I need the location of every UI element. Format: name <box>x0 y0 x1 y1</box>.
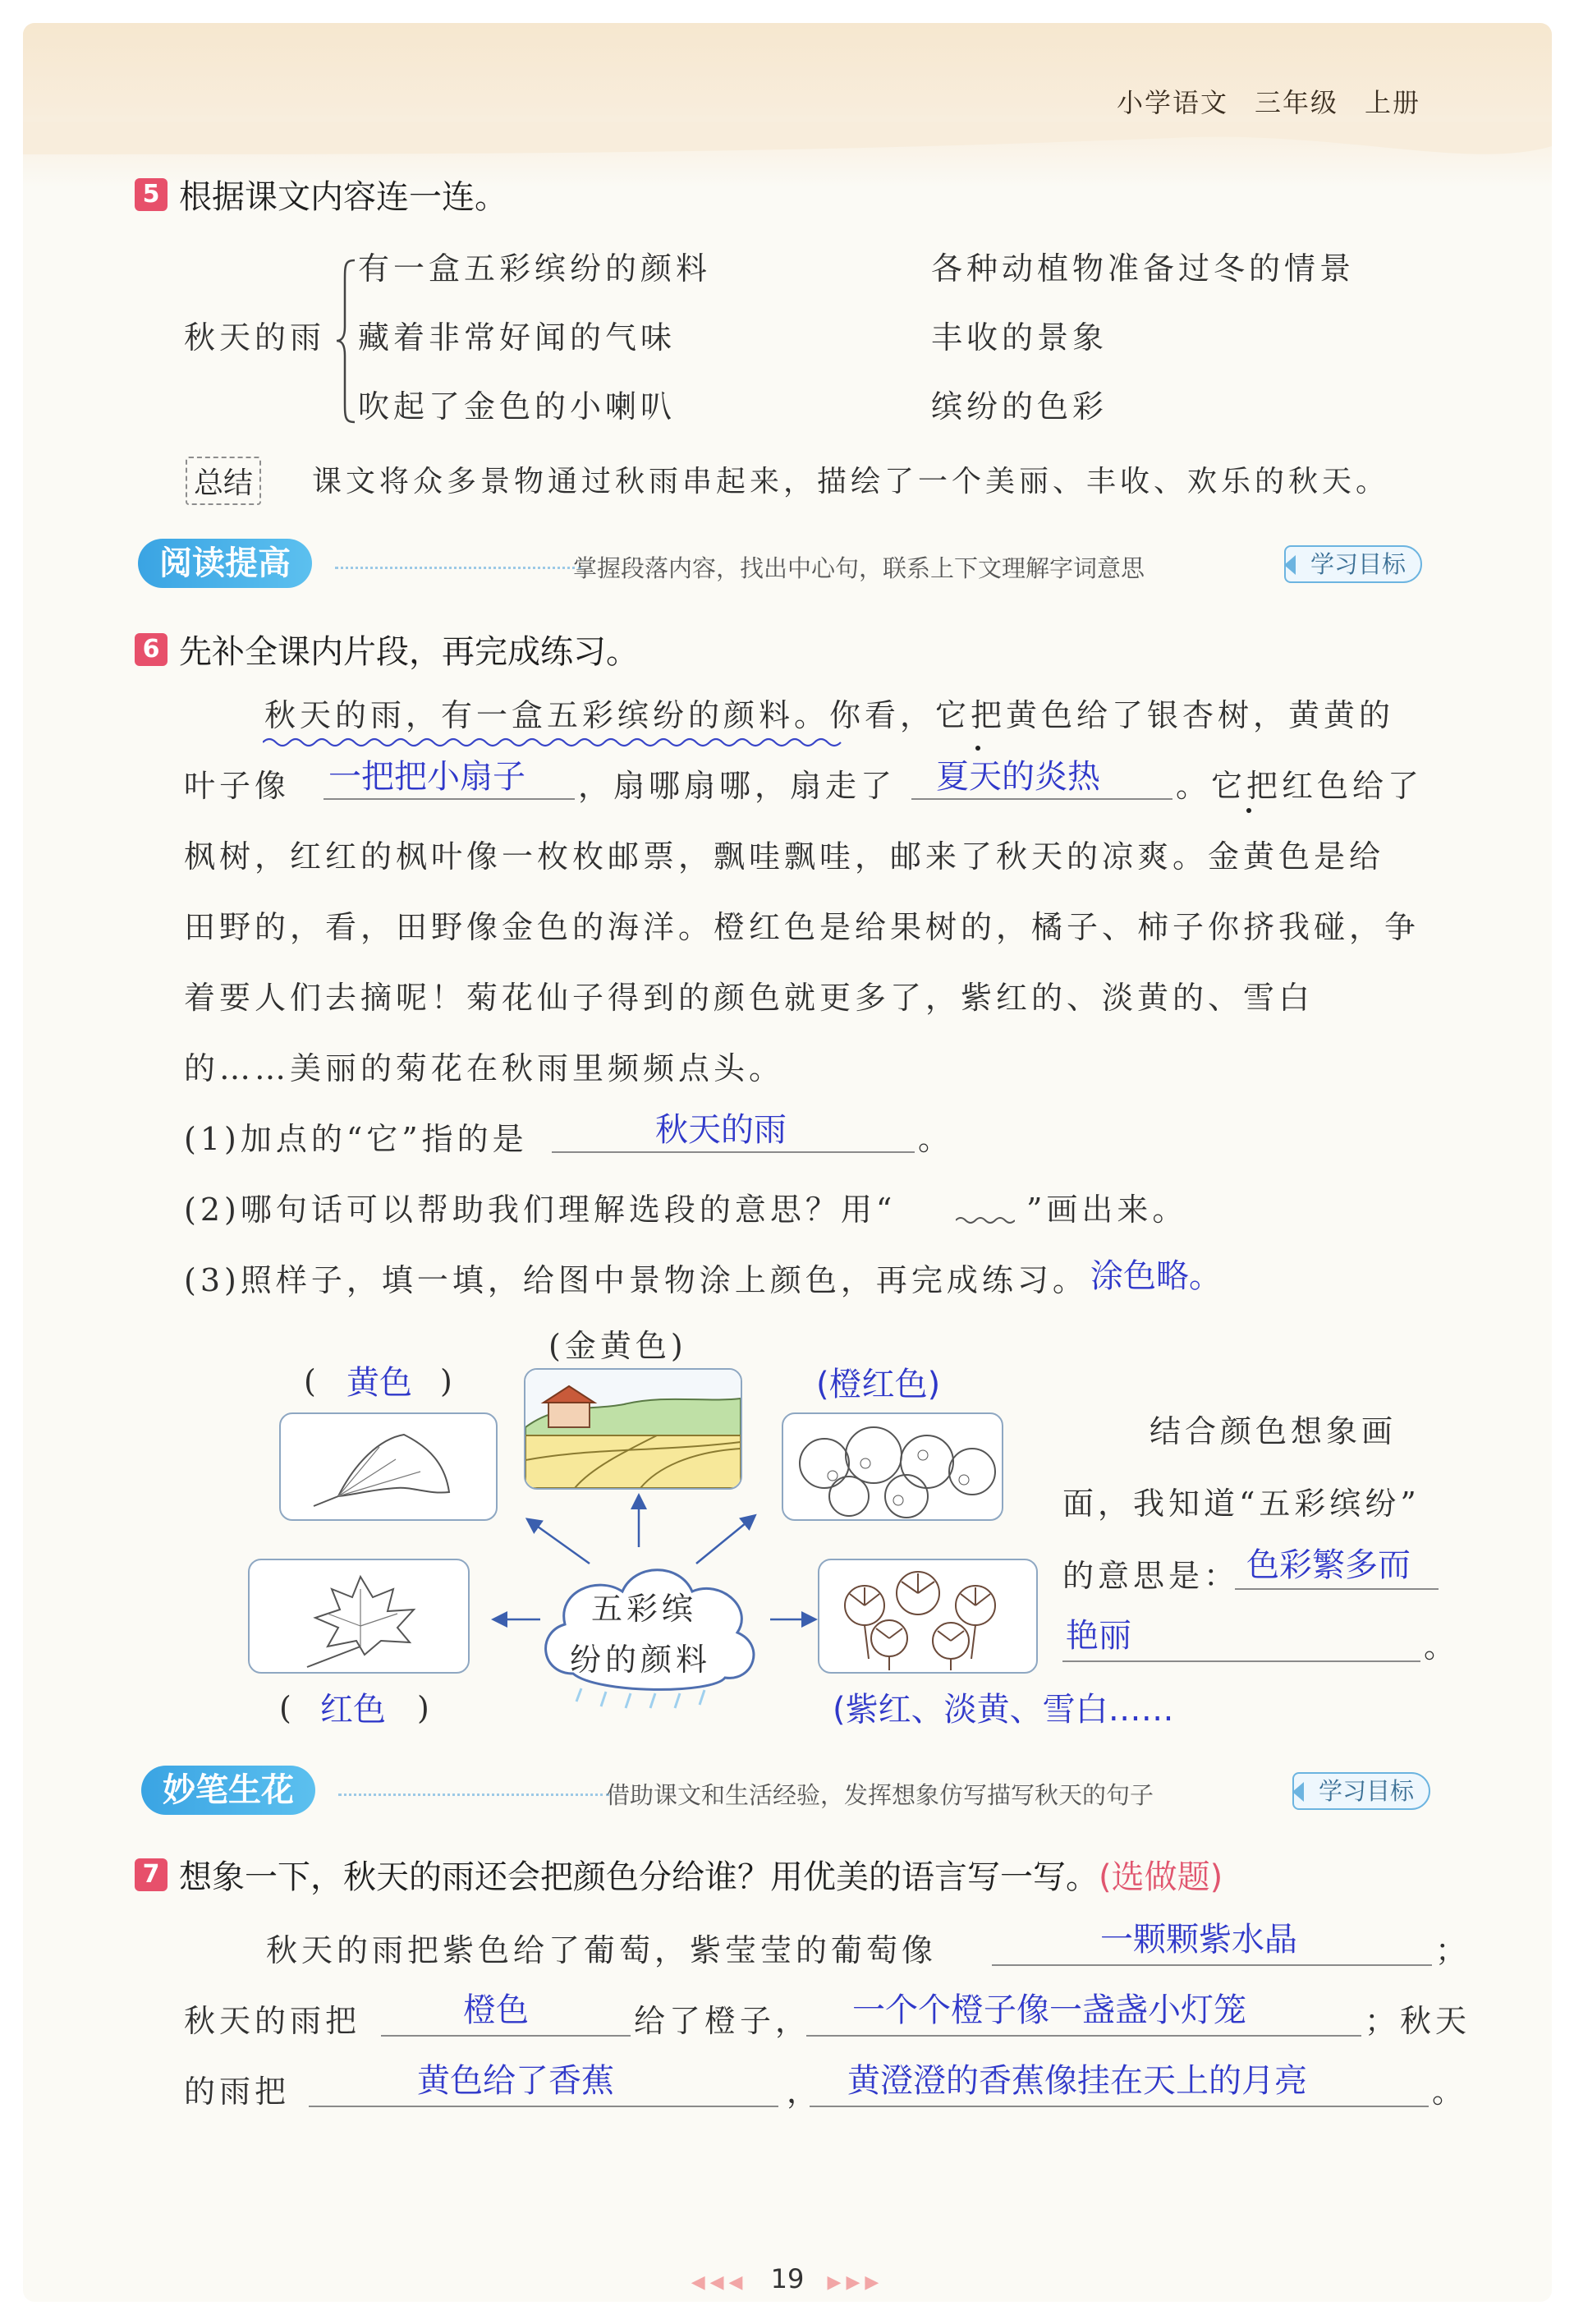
q6-sub1-question: (1)加点的“它”指的是 <box>184 1121 528 1157</box>
q6-side-end: 。 <box>1424 1628 1460 1665</box>
diagram-top-right-answer[interactable]: (橙红色) <box>816 1366 941 1403</box>
section-reading-goal: 掌握段落内容，找出中心句，联系上下文理解字词意思 <box>573 554 1145 582</box>
ginkgo-leaf-picture <box>279 1412 498 1521</box>
q6-side-answer-2[interactable]: 艳丽 <box>1066 1617 1131 1655</box>
q6-side-answer-1[interactable]: 色彩繁多而 <box>1246 1546 1411 1584</box>
diagram-bottom-left-answer[interactable]: 红色 <box>320 1691 386 1729</box>
q6-line6: 的……美丽的菊花在秋雨里频频点头。 <box>184 1050 785 1086</box>
q7-line2-c: ；秋天 <box>1365 2003 1471 2039</box>
wavy-line-sample <box>956 1215 1015 1225</box>
q5-right-2: 丰收的景象 <box>931 319 1108 356</box>
q6-line1-rest: 你看，它把黄色给了银杏树，黄黄的 <box>829 697 1395 733</box>
header-grade: 三年级 <box>1254 87 1338 118</box>
footer-right-arrows: ▶▶▶ <box>827 2272 884 2293</box>
q7-line3-answer-2[interactable]: 黄澄澄的香蕉像挂在天上的月亮 <box>847 2062 1307 2100</box>
fruit-tree-picture <box>782 1412 1003 1521</box>
section-writing-dots <box>338 1794 609 1796</box>
chrysanthemum-picture <box>818 1559 1038 1674</box>
q6-title-text: 先补全课内片段，再完成练习。 <box>179 633 639 671</box>
q6-sub3-question: (3)照样子，填一填，给图中景物涂上颜色，再完成练习。 <box>184 1262 1088 1298</box>
diagram-top-left-close: ) <box>440 1363 457 1399</box>
q5-right-3: 缤纷的色彩 <box>931 388 1108 425</box>
q6-number: 6 <box>135 633 167 666</box>
diagram-bottom-left-close: ) <box>417 1690 434 1726</box>
q6-title <box>135 626 639 673</box>
q7-optional-tag: (选做题) <box>1099 1858 1223 1896</box>
q6-key-sentence-wavy-underline <box>263 736 842 749</box>
q5-brace <box>333 257 358 425</box>
q6-sub1-answer[interactable]: 秋天的雨 <box>655 1111 787 1149</box>
q6-line2-a: 叶子像 <box>184 768 291 804</box>
q6-paragraph-line-1 <box>264 690 1394 735</box>
q7-line2-answer-2[interactable]: 一个个橙子像一盏盏小灯笼 <box>852 1991 1246 2029</box>
q7-title-text: 想象一下，秋天的雨还会把颜色分给谁？用优美的语言写一写。 <box>179 1858 1099 1896</box>
q6-line2-c: 。它把红色给了 <box>1176 768 1424 804</box>
section-writing-goal-tag: 学习目标 <box>1292 1772 1430 1810</box>
q7-line1-end: ； <box>1435 1932 1471 1968</box>
q7-number: 7 <box>135 1858 167 1891</box>
paint-cloud-icon <box>532 1550 770 1715</box>
page-number: 19 <box>770 2263 805 2294</box>
farmland-picture <box>524 1368 742 1490</box>
section-reading-goal-tag: 学习目标 <box>1284 545 1422 583</box>
q5-left-label: 秋天的雨 <box>184 319 326 356</box>
q6-line2-b: ，扇哪扇哪，扇走了 <box>578 768 897 804</box>
q7-line1-a: 秋天的雨把紫色给了葡萄，紫莹莹的葡萄像 <box>266 1932 938 1968</box>
maple-leaf-picture <box>248 1559 470 1674</box>
header-volume: 上册 <box>1364 87 1420 118</box>
q6-sub2-end: ”画出来。 <box>1026 1192 1188 1228</box>
q6-sub1-end: 。 <box>918 1121 954 1157</box>
diagram-bottom-right-answer[interactable]: (紫红、淡黄、雪白…… <box>833 1691 1174 1729</box>
diagram-top-label: (金黄色) <box>548 1328 687 1364</box>
q7-line2-answer-1[interactable]: 橙色 <box>463 1991 529 2029</box>
emphasis-dot <box>1246 808 1251 813</box>
q5-number: 5 <box>135 178 167 211</box>
q6-side-text-3: 的意思是： <box>1062 1558 1240 1594</box>
q7-line2-b: 给了橙子， <box>634 2003 811 2039</box>
q6-blank-1-answer[interactable]: 一把把小扇子 <box>328 758 525 796</box>
cloud-text-2: 纷的颜料 <box>570 1642 712 1678</box>
cloud-text-1: 五彩缤 <box>591 1591 698 1627</box>
diagram-top-left-open: ( <box>304 1363 320 1399</box>
q6-line4: 田野的，看，田野像金色的海洋。橙红色是给果树的，橘子、柿子你挤我碰，争 <box>184 909 1420 945</box>
header-subject: 小学语文 <box>1116 87 1228 118</box>
q6-side-text-1: 结合颜色想象画 <box>1150 1413 1397 1449</box>
q7-line3-b: ， <box>787 2074 823 2110</box>
footer-left-arrows: ◀◀◀ <box>691 2272 748 2293</box>
q5-summary-tag: 总结 <box>186 457 261 505</box>
diagram-top-left-answer[interactable]: 黄色 <box>346 1364 412 1402</box>
q6-key-sentence: 秋天的雨，有一盒五彩缤纷的颜料。 <box>264 697 830 733</box>
q5-middle-1: 有一盒五彩缤纷的颜料 <box>358 250 712 287</box>
q6-sub2-question: (2)哪句话可以帮助我们理解选段的意思？用“ <box>184 1192 897 1228</box>
q7-line3-end: 。 <box>1432 2074 1468 2110</box>
section-reading-dots <box>335 567 581 569</box>
q7-title <box>135 1851 1223 1898</box>
q6-blank-2-answer[interactable]: 夏天的炎热 <box>936 758 1100 796</box>
q6-line3: 枫树，红红的枫叶像一枚枚邮票，飘哇飘哇，邮来了秋天的凉爽。金黄色是给 <box>184 838 1385 875</box>
section-writing-label: 妙笔生花 <box>141 1766 315 1815</box>
workbook-page <box>23 23 1552 2302</box>
q5-right-1: 各种动植物准备过冬的情景 <box>931 250 1356 287</box>
q7-line2-a: 秋天的雨把 <box>184 2003 361 2039</box>
q7-line3-answer-1[interactable]: 黄色给了香蕉 <box>417 2062 614 2100</box>
page-footer <box>23 2263 1552 2294</box>
q5-middle-2: 藏着非常好闻的气味 <box>358 319 677 356</box>
q5-title <box>135 171 507 218</box>
q7-line3-a: 的雨把 <box>184 2074 291 2110</box>
q6-side-text-2: 面，我知道“五彩缤纷” <box>1062 1486 1420 1522</box>
q6-sub3-answer[interactable]: 涂色略。 <box>1090 1257 1222 1295</box>
section-writing-goal: 借助课文和生活经验，发挥想象仿写描写秋天的句子 <box>606 1781 1154 1809</box>
q5-middle-3: 吹起了金色的小喇叭 <box>358 388 677 425</box>
q5-summary-text: 课文将众多景物通过秋雨串起来，描绘了一个美丽、丰收、欢乐的秋天。 <box>312 465 1390 498</box>
q7-line1-answer[interactable]: 一颗颗紫水晶 <box>1100 1921 1297 1959</box>
q6-line5: 着要人们去摘呢！菊花仙子得到的颜色就更多了，紫红的、淡黄的、雪白 <box>184 980 1315 1016</box>
section-reading-label: 阅读提高 <box>138 539 312 588</box>
q5-title-text: 根据课文内容连一连。 <box>179 178 507 216</box>
header-info <box>1090 82 1420 120</box>
diagram-bottom-left-open: ( <box>279 1690 296 1726</box>
